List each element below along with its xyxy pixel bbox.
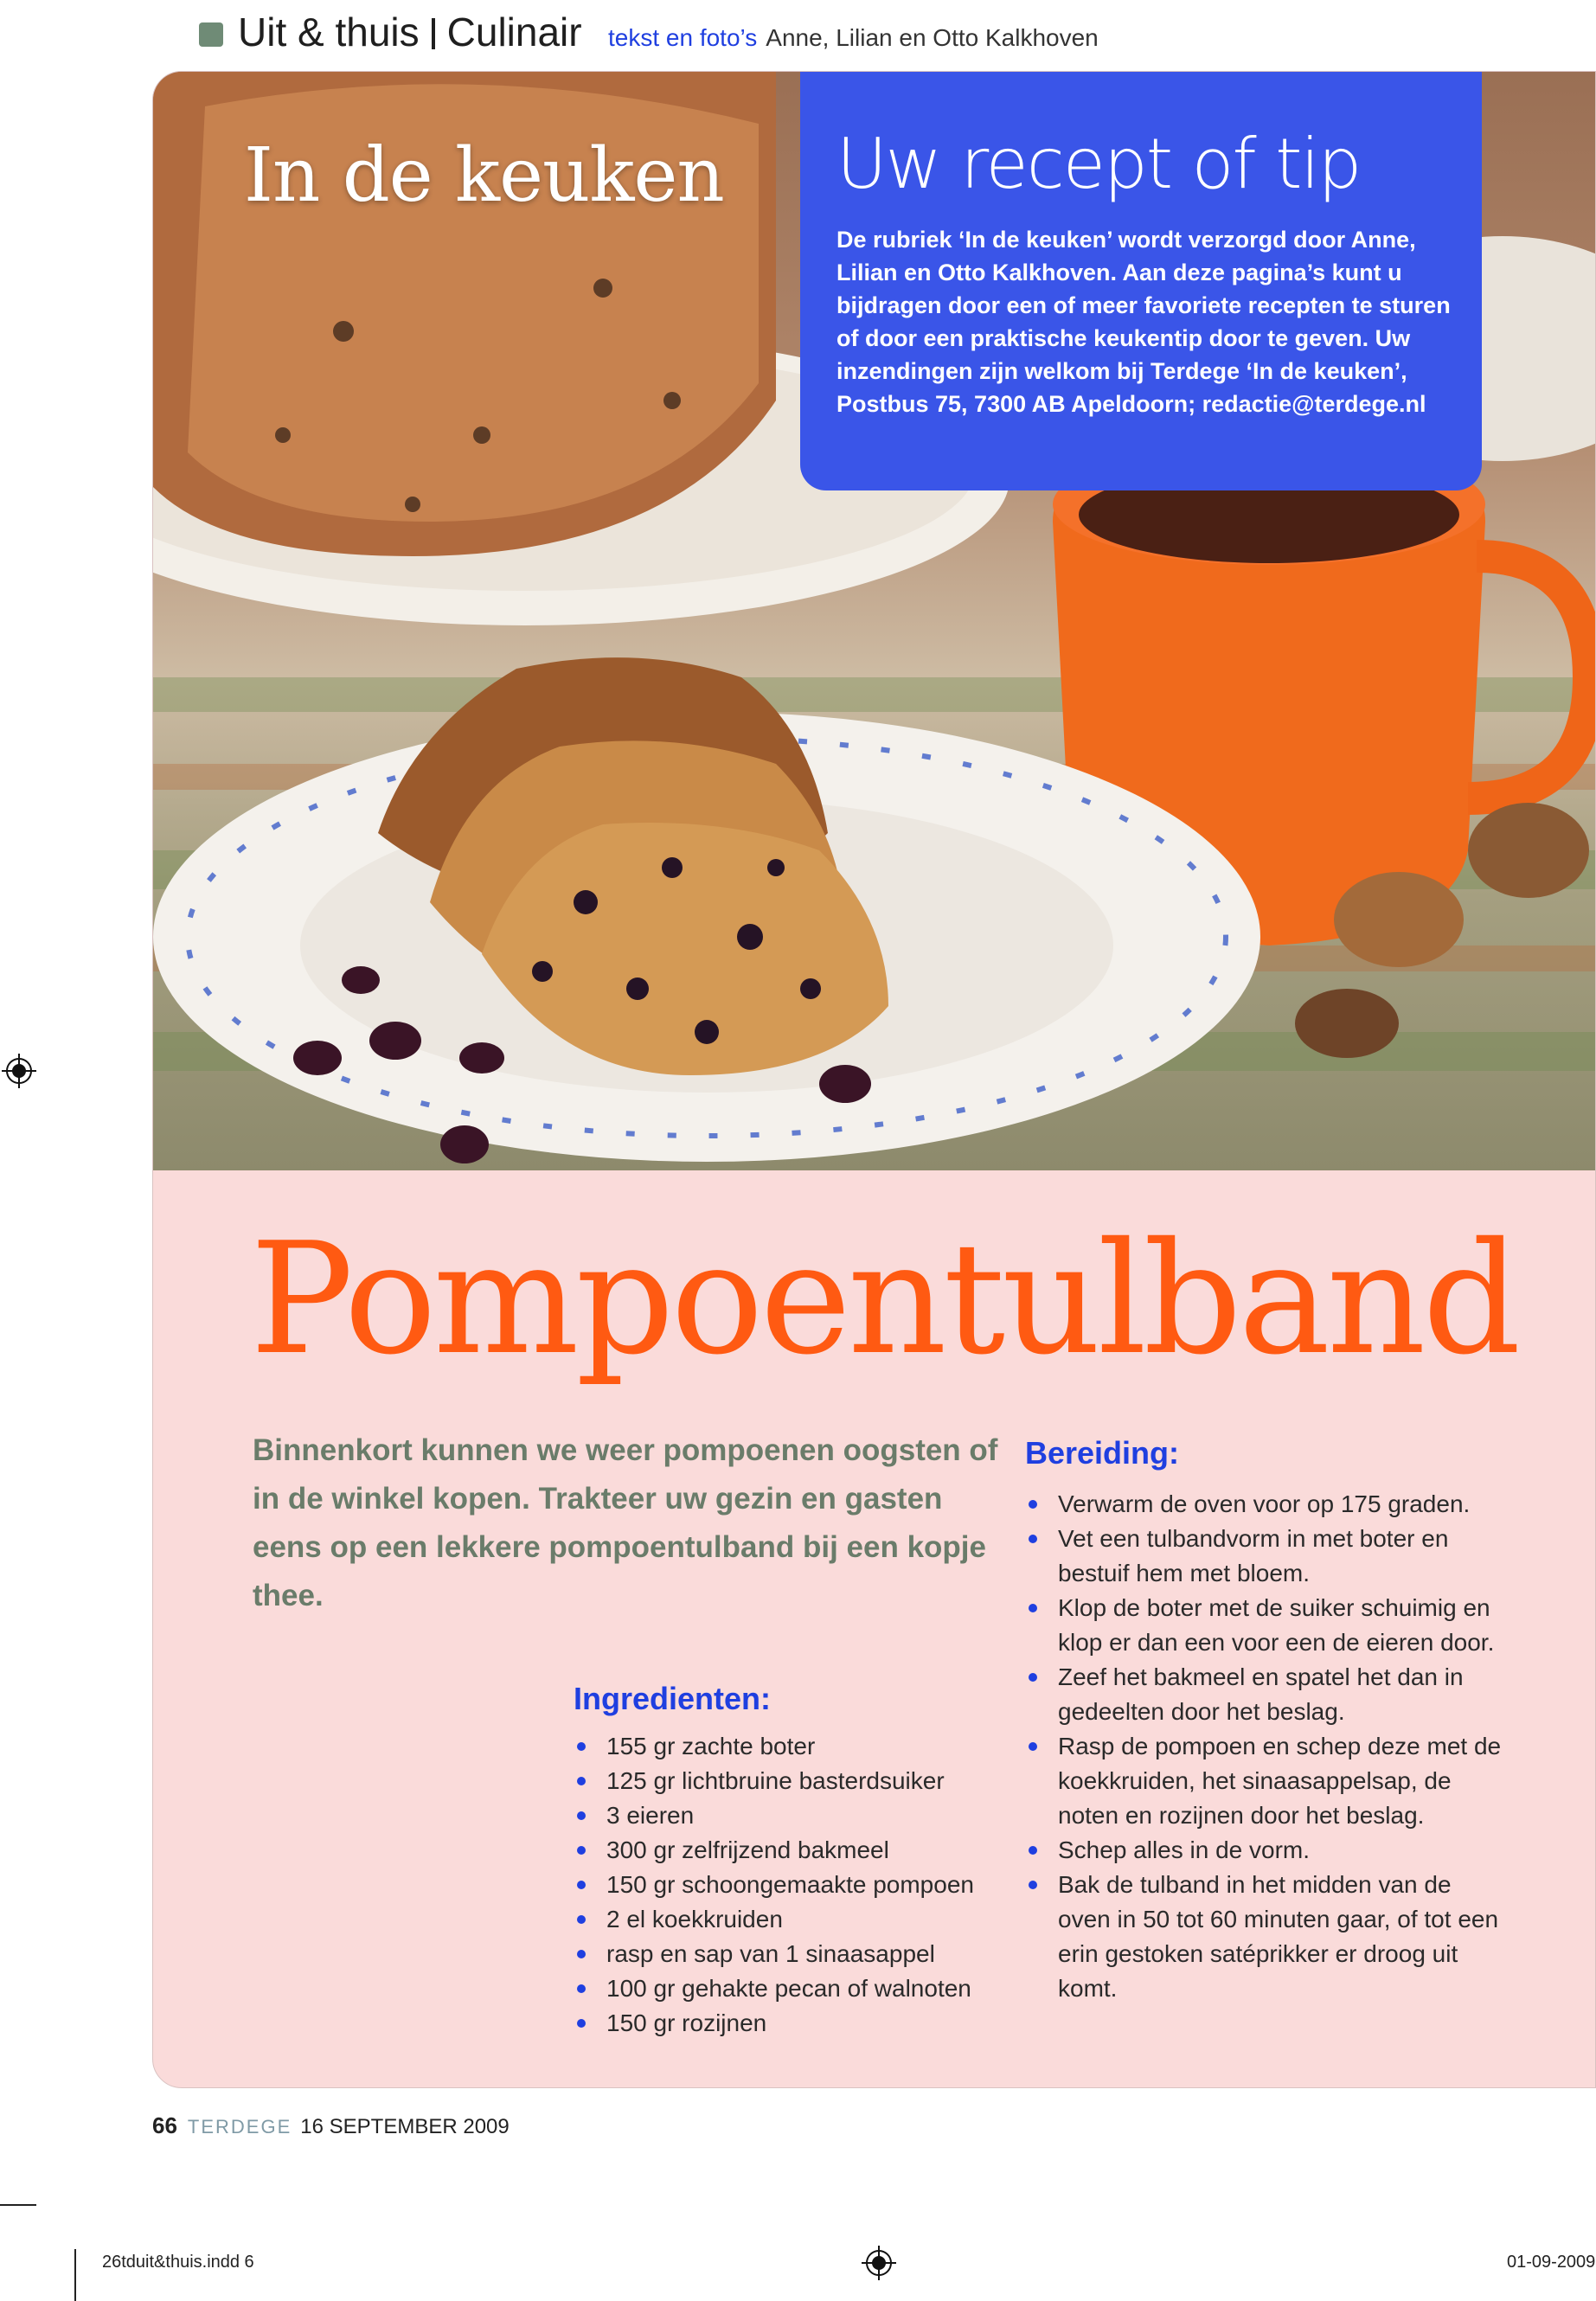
ingredient-item: 300 gr zelfrijzend bakmeel (574, 1833, 1023, 1868)
ingredient-item: 155 gr zachte boter (574, 1729, 1023, 1764)
infobox-title: Uw recept of tip (836, 124, 1361, 204)
column-title: In de keuken (244, 132, 724, 219)
credit-label: tekst en foto’s (608, 24, 758, 51)
recipe-intro: Binnenkort kunnen we weer pompoenen oogsten of in de winkel kopen. Trakteer uw gezin en gasten eens op een lekkere pompoentulband bij een kopje thee. (253, 1433, 998, 1612)
registration-mark-icon (862, 2246, 896, 2280)
crop-mark (74, 2249, 76, 2301)
credit-names: Anne, Lilian en Otto Kalkhoven (766, 24, 1099, 51)
ingredients-column (574, 1681, 1023, 2041)
article-card (152, 71, 1596, 2088)
magazine-name: TERDEGE (187, 2116, 292, 2138)
registration-mark-icon (2, 1054, 36, 1088)
section-name: Uit & thuis (238, 10, 420, 54)
preparation-step: Bak de tulband in het midden van de oven in 50 tot 60 minuten gaar, of tot een erin gestoken satéprikker er droog uit komt. (1025, 1868, 1509, 2006)
print-slug-date: 01-09-2009 (1507, 2253, 1596, 2272)
preparation-step: Klop de boter met de suiker schuimig en klop er dan een voor een de eieren door. (1025, 1591, 1509, 1660)
photo-credit (608, 24, 1099, 52)
ingredient-item: 100 gr gehakte pecan of walnoten (574, 1971, 1023, 2006)
submission-info-box (800, 72, 1482, 490)
preparation-step: Zeef het bakmeel en spatel het dan in gedeelten door het beslag. (1025, 1660, 1509, 1729)
hero-photo (153, 72, 1596, 1170)
recipe-title: Pompoentulband (250, 1209, 1518, 1388)
page-number: 66 (152, 2112, 177, 2138)
infobox-text: De rubriek ‘In de keuken’ wordt verzorgd door Anne, Lilian en Otto Kalkhoven. Aan deze pagina’s kunt u bijdragen door een of meer favoriete recepten te sturen of door een praktische keukentip door te geven. Uw inzendingen zijn welkom bij Terdege ‘In de keuken’, Postbus 75, 7300 AB Apeldoorn; redactie@terdege.nl (836, 227, 1451, 417)
print-slug-file: 26tduit&thuis.indd 6 (102, 2253, 254, 2272)
page-footer (152, 2112, 510, 2139)
preparation-step: Vet een tulbandvorm in met boter en bestuif hem met bloem. (1025, 1522, 1509, 1591)
section-divider (432, 18, 435, 49)
crop-mark (0, 2204, 36, 2206)
ingredient-item: 3 eieren (574, 1798, 1023, 1833)
issue-date: 16 SEPTEMBER 2009 (300, 2115, 510, 2138)
ingredients-list (574, 1729, 1023, 2041)
preparation-heading: Bereiding: (1025, 1435, 1180, 1471)
section-marker-square (199, 22, 223, 47)
ingredient-item: rasp en sap van 1 sinaasappel (574, 1937, 1023, 1971)
preparation-step: Schep alles in de vorm. (1025, 1833, 1509, 1868)
preparation-column (1025, 1435, 1509, 2006)
ingredient-item: 150 gr schoongemaakte pompoen (574, 1868, 1023, 1902)
ingredients-heading: Ingredienten: (574, 1681, 772, 1716)
ingredient-item: 150 gr rozijnen (574, 2006, 1023, 2041)
ingredient-item: 2 el koekkruiden (574, 1902, 1023, 1937)
preparation-step: Verwarm de oven voor op 175 graden. (1025, 1487, 1509, 1522)
section-header (238, 9, 582, 55)
preparation-step: Rasp de pompoen en schep deze met de koekkruiden, het sinaasappelsap, de noten en rozijnen door het beslag. (1025, 1729, 1509, 1833)
ingredient-item: 125 gr lichtbruine basterdsuiker (574, 1764, 1023, 1798)
subsection-name: Culinair (446, 10, 582, 54)
preparation-list (1025, 1487, 1509, 2006)
